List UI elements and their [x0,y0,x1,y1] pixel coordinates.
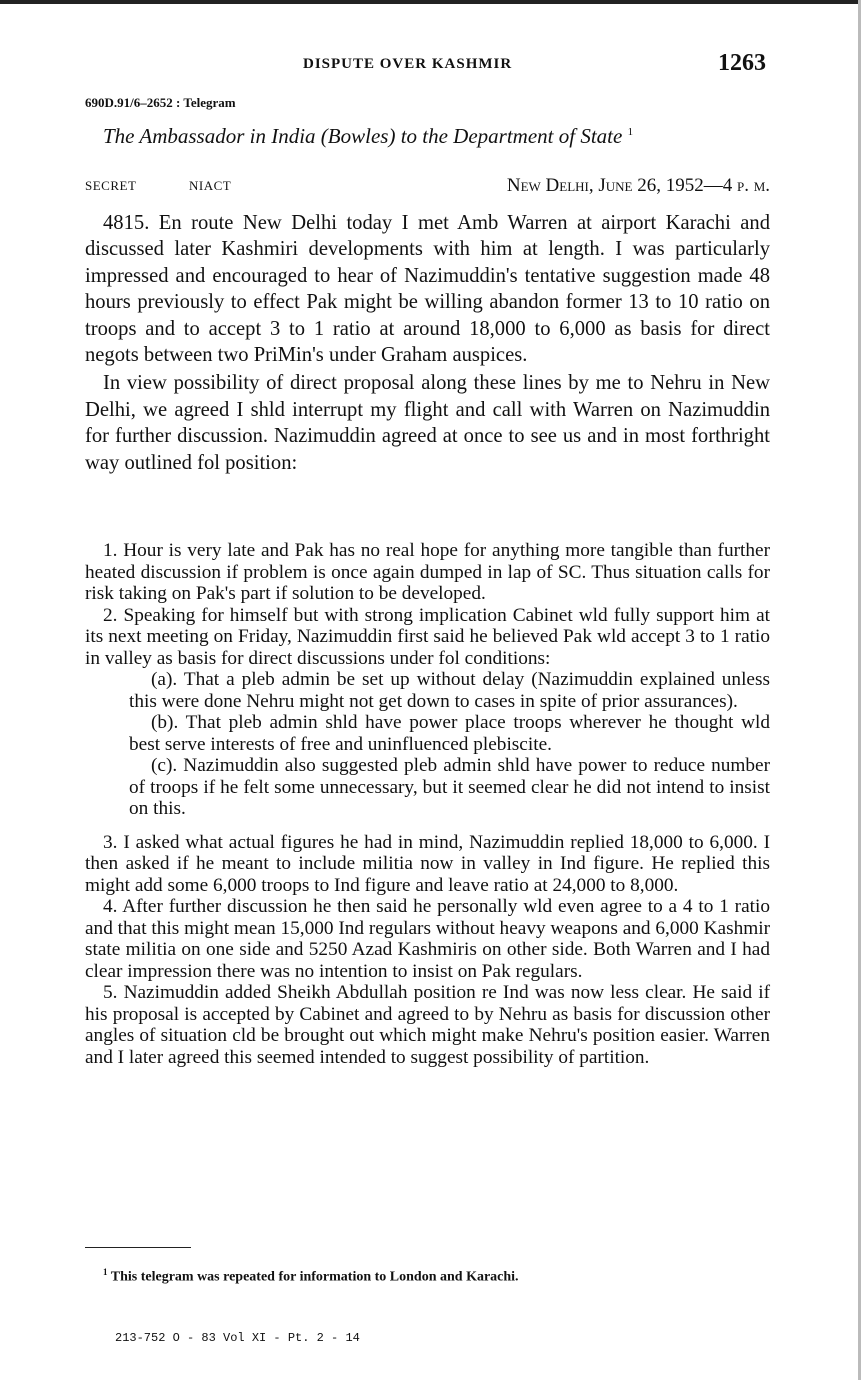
page-top-edge [0,0,861,4]
footnote-rule [85,1247,191,1248]
precedence: NIACT [189,178,232,193]
paragraph: In view possibility of direct proposal along these lines by me to Nehru in New Delhi, we agreed I shld interrupt my flight and call with Warren on Nazimuddin for further discussion. Nazimuddin agreed at once to see us and in most forthright way outlined fol position: [85,372,770,474]
document-title-text: The Ambassador in India (Bowles) to the Department of State [103,124,623,148]
condition-item: (c). Nazimuddin also suggested pleb admin shld have power to reduce number of troops if he felt some unnecessary, but it seemed clear he did not intend to insist on this. [129,755,770,819]
condition-item: (b). That pleb admin shld have power place troops wherever he thought wld best serve interests of free and uninfluenced plebiscite. [129,712,770,755]
document-id: 690D.91/6–2652 : Telegram [85,95,236,110]
print-code: 213-752 O - 83 Vol XI - Pt. 2 - 14 [115,1331,360,1345]
telegram-body-points [85,540,770,1068]
telegram-body-intro [85,210,770,478]
page-header [85,50,770,84]
paragraph: 4815. En route New Delhi today I met Amb Warren at airport Karachi and discussed later Kashmiri developments with him at length. I was particularly impressed and encouraged to hear of Nazimuddin's tentative suggestion made 48 hours previously to effect Pak might be willing abandon former 13 to 10 ratio on troops and to accept 3 to 1 ratio at around 18,000 to 6,000 as basis for direct negots between two PriMin's under Graham auspices. [85,212,770,367]
numbered-point: 2. Speaking for himself but with strong implication Cabinet wld fully support him at its next meeting on Friday, Nazimuddin first said he believed Pak wld accept 3 to 1 ratio in valley as basis for direct discussions under fol conditions: [85,604,770,669]
document-title [103,124,633,149]
numbered-point: 5. Nazimuddin added Sheikh Abdullah position re Ind was now less clear. He said if his proposal is accepted by Cabinet and agreed to by Nehru as basis for discussion other angles of situation cld be brought out which might make Nehru's position easier. Warren and I later agreed this seemed intended to suggest possibility of partition. [85,982,770,1068]
page-number: 1263 [718,50,766,76]
running-head: DISPUTE OVER KASHMIR [303,56,513,72]
numbered-point: 4. After further discussion he then said he personally wld even agree to a 4 to 1 ratio and that this might mean 15,000 Ind regulars without heavy weapons and 6,000 Kashmir state militia on one side and 5250 Azad Kashmiris on other side. Both Warren and I had clear impression there was no intention to insist on Pak regulars. [85,896,770,982]
footnote-text: This telegram was repeated for information to London and Karachi. [110,1269,519,1285]
footnote [103,1267,519,1286]
place-date: New Delhi, June 26, 1952—4 p. m. [506,175,770,196]
footnote-marker: 1 [103,1267,108,1277]
numbered-point: 3. I asked what actual figures he had in mind, Nazimuddin replied 18,000 to 6,000. I then asked if he meant to include militia now in valley in Ind figure. He replied this might add some 6,000 troops to Ind figure and leave ratio at 24,000 to 8,000. [85,831,770,896]
condition-item: (a). That a pleb admin be set up without delay (Nazimuddin explained unless this were done Nehru might not get down to cases in spite of prior assurances). [129,669,770,712]
classification-line [85,175,770,199]
classification: SECRET [85,178,137,193]
footnote-ref: 1 [627,126,634,138]
numbered-point: 1. Hour is very late and Pak has no real hope for anything more tangible than further heated discussion if problem is once again dumped in lap of SC. Thus situation calls for risk taking on Pak's part if solution to be developed. [85,540,770,604]
